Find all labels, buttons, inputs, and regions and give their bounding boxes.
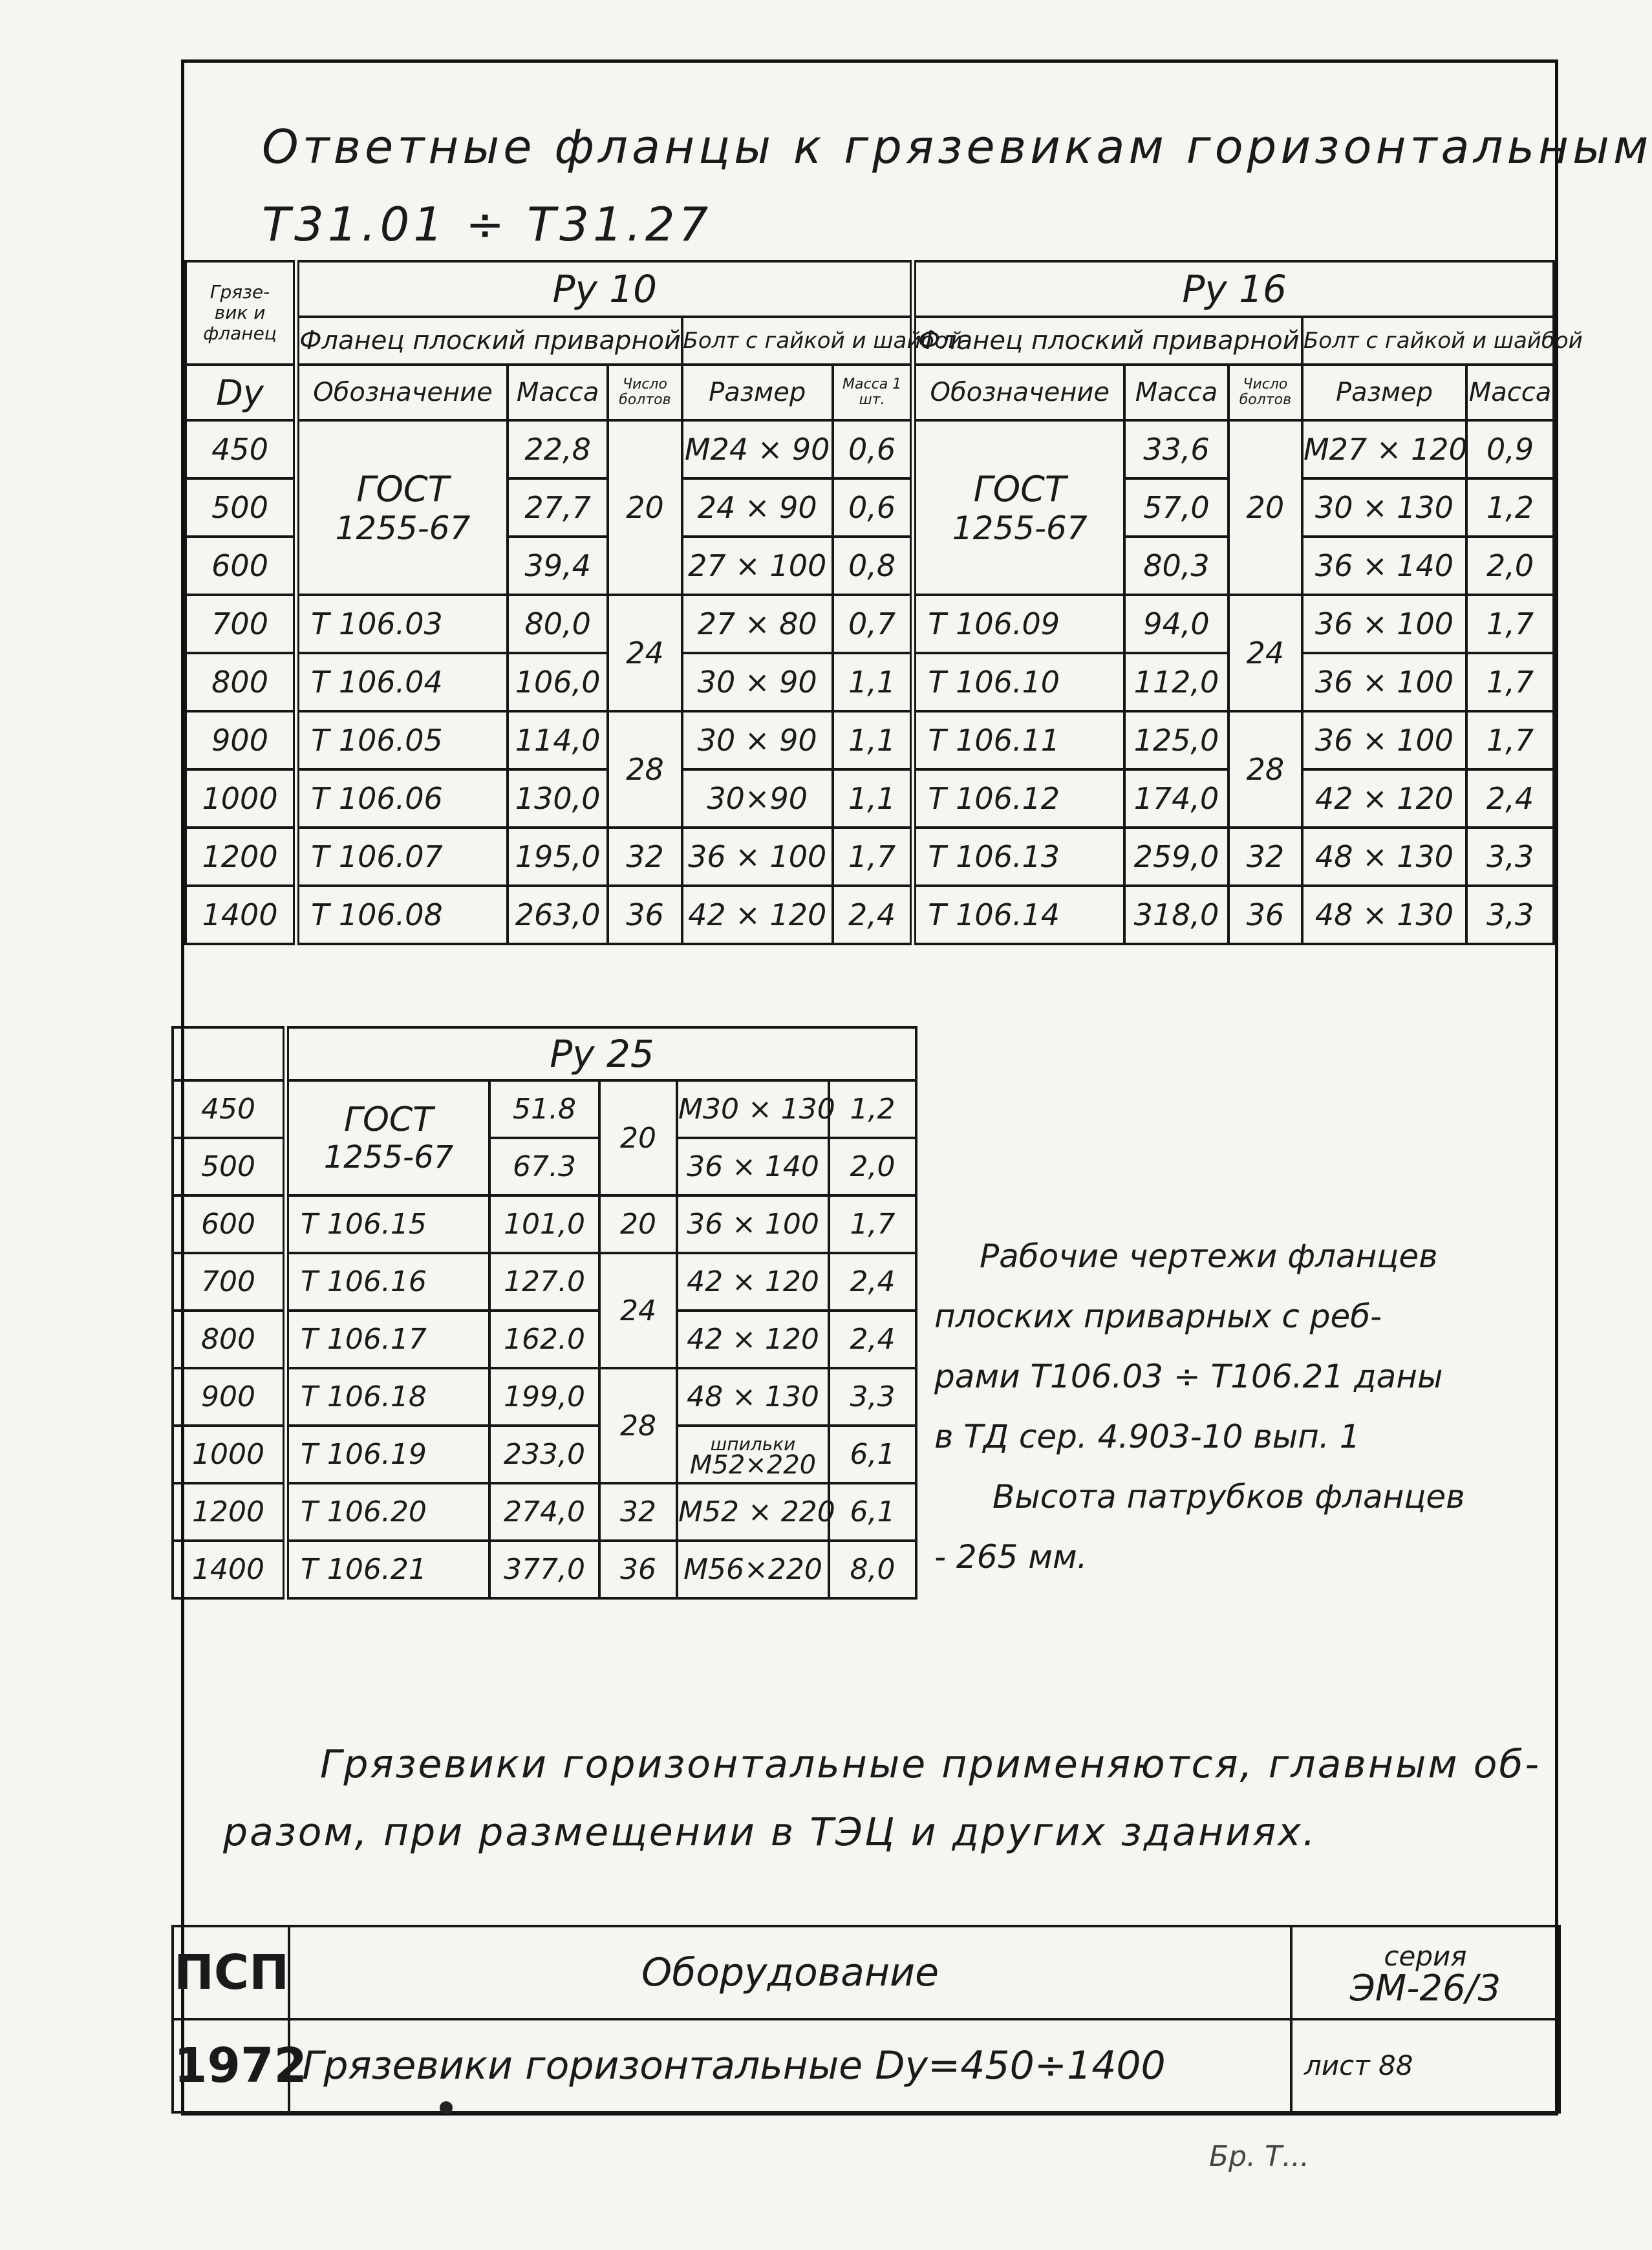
series-cell: серия ЭМ-26/3 [1291, 1926, 1560, 2019]
row-header-cell: Грязе- вик и фланец [186, 261, 296, 365]
table-row: 1200 Т 106.20 274,0 32 М52 × 220 6,1 [173, 1483, 916, 1541]
table-row: 1000 Т 106.06 130,0 30×90 1,1 Т 106.12 174,0 42 × 120 2,4 [186, 769, 1554, 828]
p16-count-450-600: 20 [1228, 420, 1302, 595]
p16-mass-header: Масса [1124, 365, 1228, 420]
p25-count-700-800: 24 [599, 1253, 677, 1368]
table-row: 800 Т 106.04 106,0 30 × 90 1,1 Т 106.10 112,0 36 × 100 1,7 [186, 653, 1554, 711]
table-row: 600 39,4 27 × 100 0,8 80,3 36 × 140 2,0 [186, 537, 1554, 595]
p25-corner-cell [173, 1027, 286, 1080]
drawings-note [934, 1227, 1542, 1587]
note-line-6: - 265 мм. [934, 1538, 1088, 1576]
table-row: 1400 Т 106.21 377,0 36 М56×220 8,0 [173, 1541, 916, 1598]
p25-count-450-500: 20 [599, 1080, 677, 1195]
flanges-table-p25 [171, 1026, 917, 1600]
pressure-16-header: Ру 16 [913, 261, 1554, 317]
note-line-4: в ТД сер. 4.903-10 вып. 1 [934, 1418, 1360, 1455]
table-row: 900 Т 106.18 199,0 28 48 × 130 3,3 [173, 1368, 916, 1426]
note-line-1: Рабочие чертежи фланцев [980, 1238, 1438, 1275]
table-row: 800 Т 106.17 162.0 42 × 120 2,4 [173, 1311, 916, 1368]
table-row: 1200 Т 106.07 195,0 32 36 × 100 1,7 Т 106.13 259,0 32 48 × 130 3,3 [186, 828, 1554, 886]
table-row: 500 67.3 36 × 140 2,0 [173, 1138, 916, 1195]
p16-designation-header: Обозначение [913, 365, 1124, 420]
p10-designation-header: Обозначение [296, 365, 508, 420]
section-title: Оборудование [289, 1926, 1291, 2019]
p10-bolt-count-header: Число болтов [608, 365, 681, 420]
application-note [223, 1731, 1542, 1867]
p10-size-header: Размер [682, 365, 833, 420]
p10-count-900-1000: 28 [608, 711, 681, 828]
signature: Бр. Т... [1209, 2140, 1309, 2173]
p16-size-header: Размер [1302, 365, 1466, 420]
pressure-10-header: Ру 10 [296, 261, 913, 317]
title-line-2: Т31.01 ÷ Т31.27 [262, 197, 713, 252]
page-title [262, 108, 1652, 263]
sheet-number: лист 88 [1291, 2019, 1560, 2112]
p10-bolt-mass-header: Масса 1 шт. [833, 365, 914, 420]
p16-bolt-mass-header: Масса [1466, 365, 1554, 420]
p16-count-700-800: 24 [1228, 595, 1302, 711]
p16-count-900-1000: 28 [1228, 711, 1302, 828]
p10-gost-cell: ГОСТ 1255-67 [296, 420, 508, 595]
p10-flange-label: Фланец плоский приварной [296, 317, 681, 365]
title-block [171, 1925, 1561, 2114]
table-row: 1000 Т 106.19 233,0 шпильки М52×220 6,1 [173, 1426, 916, 1483]
p16-bolt-count-header: Число болтов [1228, 365, 1302, 420]
table-row: 900 Т 106.05 114,0 28 30 × 90 1,1 Т 106.11 125,0 28 36 × 100 1,7 [186, 711, 1554, 769]
table-row: 500 27,7 24 × 90 0,6 57,0 30 × 130 1,2 [186, 478, 1554, 537]
application-line-2: разом, при размещении в ТЭЦ и других зданиях. [223, 1810, 1317, 1855]
table-row: 1400 Т 106.08 263,0 36 42 × 120 2,4 Т 106.14 318,0 36 48 × 130 3,3 [186, 886, 1554, 944]
note-line-3: рами Т106.03 ÷ Т106.21 даны [934, 1358, 1443, 1395]
p10-count-700-800: 24 [608, 595, 681, 711]
table-row: 450 ГОСТ 1255-67 22,8 20 М24 × 90 0,6 ГОСТ 1255-67 33,6 20 М27 × 120 0,9 [186, 420, 1554, 478]
table-row: 700 Т 106.03 80,0 24 27 × 80 0,7 Т 106.09 94,0 24 36 × 100 1,7 [186, 595, 1554, 653]
note-line-5: Высота патрубков фланцев [992, 1478, 1465, 1516]
p25-count-900-1000: 28 [599, 1368, 677, 1483]
year: 1972 [173, 2019, 289, 2112]
p16-gost-cell: ГОСТ 1255-67 [913, 420, 1124, 595]
pressure-25-header: Ру 25 [286, 1027, 916, 1080]
flanges-table-p10-p16 [184, 260, 1583, 945]
p10-bolt-label: Болт с гайкой и шайбой [682, 317, 914, 365]
table-row: 450 ГОСТ 1255-67 51.8 20 М30 × 130 1,2 [173, 1080, 916, 1138]
p10-mass-header: Масса [508, 365, 608, 420]
subject-title: Грязевики горизонтальные Dу=450÷1400 [289, 2019, 1291, 2112]
organization-code: ПСП [173, 1926, 289, 2019]
drawing-sheet [174, 59, 1652, 2116]
table-row: 600 Т 106.15 101,0 20 36 × 100 1,7 [173, 1195, 916, 1253]
title-line-1: Ответные фланцы к грязевикам горизонтальным [262, 120, 1652, 174]
application-line-1: Грязевики горизонтальные применяются, главным об- [320, 1742, 1541, 1787]
note-line-2: плоских приварных с реб- [934, 1298, 1382, 1335]
p25-studs-cell: шпильки М52×220 [677, 1426, 829, 1483]
p10-count-450-600: 20 [608, 420, 681, 595]
ink-dot [440, 2101, 453, 2114]
p16-flange-label: Фланец плоский приварной [913, 317, 1302, 365]
dy-column-header: Dу [186, 365, 296, 420]
table-row: 700 Т 106.16 127.0 24 42 × 120 2,4 [173, 1253, 916, 1311]
p16-bolt-label: Болт с гайкой и шайбой [1302, 317, 1554, 365]
p25-gost-cell: ГОСТ 1255-67 [286, 1080, 489, 1195]
